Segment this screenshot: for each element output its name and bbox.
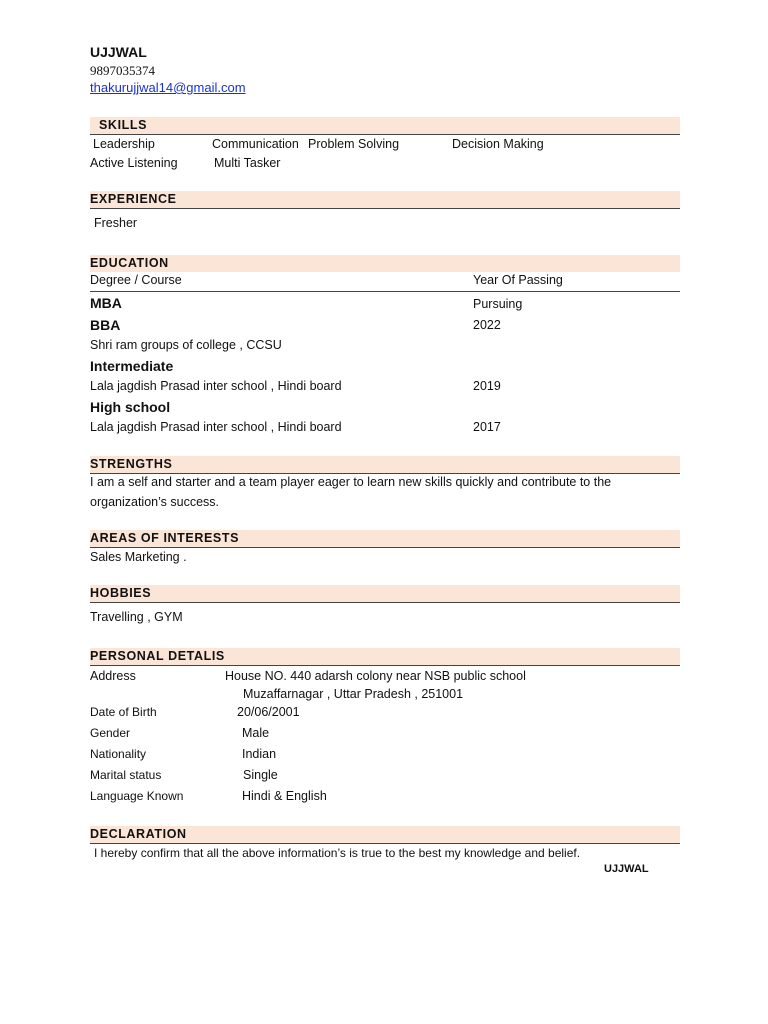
education-heading-band bbox=[90, 255, 680, 272]
personal-heading-band bbox=[90, 648, 680, 666]
degree-year: 2019 bbox=[473, 379, 501, 393]
skill-item: Communication bbox=[212, 137, 299, 151]
address-label: Address bbox=[90, 669, 136, 683]
experience-text: Fresher bbox=[94, 216, 138, 230]
strengths-text-line: organization’s success. bbox=[90, 495, 220, 509]
interests-heading-band bbox=[90, 530, 680, 548]
strengths-text-line: I am a self and starter and a team player eager to learn new skills quickly and contribute to the bbox=[90, 475, 612, 489]
skill-item: Leadership bbox=[93, 137, 155, 151]
signature-name: UJJWAL bbox=[604, 863, 649, 875]
education-column-degree: Degree / Course bbox=[90, 273, 182, 287]
interests-text: Sales Marketing . bbox=[90, 550, 187, 564]
strengths-heading-band bbox=[90, 456, 680, 474]
personal-field-label: Gender bbox=[90, 726, 131, 740]
candidate-name: UJJWAL bbox=[90, 44, 147, 60]
degree-title: Intermediate bbox=[90, 358, 174, 374]
skill-item: Decision Making bbox=[452, 137, 544, 151]
address-line: Muzaffarnagar , Uttar Pradesh , 251001 bbox=[243, 687, 464, 701]
interests-heading: AREAS OF INTERESTS bbox=[90, 531, 240, 545]
degree-year: Pursuing bbox=[473, 297, 523, 311]
personal-field-value: Male bbox=[242, 726, 270, 740]
personal-field-value: 20/06/2001 bbox=[237, 705, 300, 719]
degree-title: BBA bbox=[90, 317, 121, 333]
education-header-rule bbox=[90, 291, 680, 292]
personal-heading: PERSONAL DETALIS bbox=[90, 649, 225, 663]
experience-heading-band bbox=[90, 191, 680, 209]
degree-title: High school bbox=[90, 399, 171, 415]
declaration-heading: DECLARATION bbox=[90, 827, 187, 841]
email-link[interactable]: thakurujjwal14@gmail.com bbox=[90, 80, 246, 95]
personal-field-label: Language Known bbox=[90, 789, 184, 803]
skills-heading: SKILLS bbox=[99, 118, 148, 132]
hobbies-heading: HOBBIES bbox=[90, 586, 152, 600]
declaration-text: I hereby confirm that all the above information’s is true to the best my knowledge and belief. bbox=[94, 846, 581, 860]
strengths-heading: STRENGTHS bbox=[90, 457, 173, 471]
personal-field-label: Nationality bbox=[90, 747, 147, 761]
phone-number: 9897035374 bbox=[90, 63, 155, 78]
skill-item: Problem Solving bbox=[308, 137, 400, 151]
degree-title: MBA bbox=[90, 295, 122, 311]
personal-field-label: Date of Birth bbox=[90, 705, 157, 719]
personal-field-value: Single bbox=[243, 768, 278, 782]
personal-field-value: Indian bbox=[242, 747, 277, 761]
education-heading: EDUCATION bbox=[90, 256, 169, 270]
experience-heading: EXPERIENCE bbox=[90, 192, 177, 206]
degree-institution: Lala jagdish Prasad inter school , Hindi board bbox=[90, 420, 342, 434]
skills-heading-band bbox=[90, 117, 680, 135]
degree-year: 2017 bbox=[473, 420, 501, 434]
declaration-heading-band bbox=[90, 826, 680, 844]
education-column-year: Year Of Passing bbox=[473, 273, 563, 287]
degree-institution: Lala jagdish Prasad inter school , Hindi board bbox=[90, 379, 342, 393]
hobbies-heading-band bbox=[90, 585, 680, 603]
personal-field-label: Marital status bbox=[90, 768, 162, 782]
address-line: House NO. 440 adarsh colony near NSB public school bbox=[225, 669, 526, 683]
personal-field-value: Hindi & English bbox=[242, 789, 327, 803]
resume-page bbox=[90, 0, 680, 1024]
degree-institution: Shri ram groups of college , CCSU bbox=[90, 338, 282, 352]
degree-year: 2022 bbox=[473, 318, 501, 332]
hobbies-text: Travelling , GYM bbox=[90, 610, 183, 624]
skill-item: Active Listening bbox=[90, 156, 178, 170]
skill-item: Multi Tasker bbox=[214, 156, 281, 170]
